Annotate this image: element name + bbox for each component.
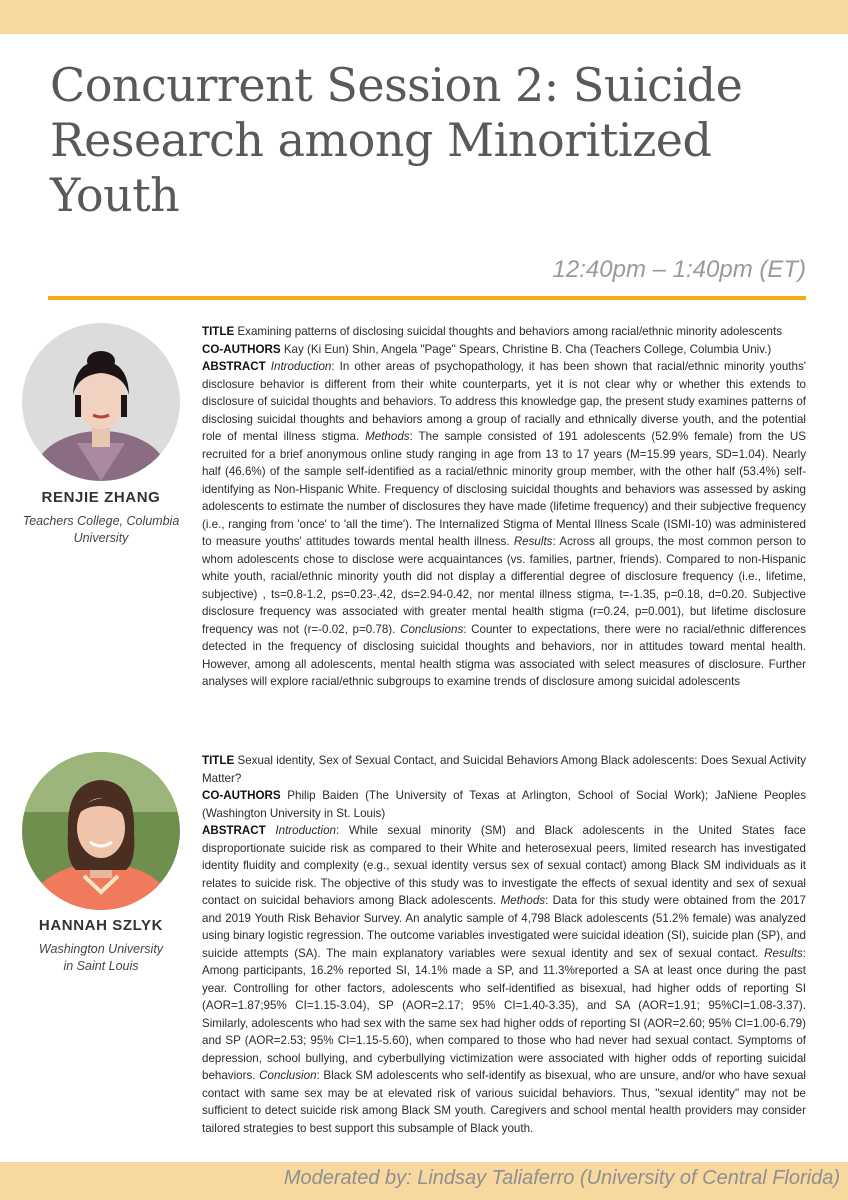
presenter-photo-renjie-zhang [22,323,180,481]
affiliation-line: University [73,531,129,545]
conclusion-label: Conclusion [259,1069,317,1082]
session-title [50,58,810,223]
methods-label: Methods [365,430,410,443]
results-label: Results [764,946,803,960]
presentation-details [202,323,806,691]
presentation-title: Sexual identity, Sex of Sexual Contact, and Suicidal Behaviors Among Black adolescents: Does Sexual Activity Matter? [202,754,806,785]
conclusion-text: : Counter to expectations, there were no racial/ethnic differences detected in the frequency of disclosing suicidal thoughts and behaviors, nor in attitudes toward mental health. However, among all adolescents, mental health stigma was associated with select measures of disclosure. Further analyses will explore racial/ethnic subgroups to examine trends of disclosure among suicidal adolescents [202,622,807,688]
coauthors: Kay (Ki Eun) Shin, Angela "Page" Spears, Christine B. Cha (Teachers College, Columbia Univ.) [283,342,772,356]
session-title-line: Youth [50,168,180,222]
presentation-details [202,752,806,1137]
presentation-title-row [202,752,806,787]
intro-label: Introduction [270,360,332,373]
affiliation-line: Teachers College, Columbia [22,514,180,528]
coauthors-label: CO-AUTHORS [202,789,281,802]
abstract-body [202,822,806,1137]
intro-label: Introduction [275,824,336,837]
intro-text: : In other areas of psychopathology, it has been shown that racial/ethnic minority youths' disclosure behavior is different from their white counterparts, yet it is not clear why or whether this extends to disclosure of suicidal thoughts and behaviors. To address this knowledge gap, the present study examines patterns of disclosing suicidal thoughts and behaviors among a group of racially and ethnically diverse youth, and the potential role of mental illness stigma. [202,360,806,443]
affiliation-line: in Saint Louis [63,959,139,973]
abstract-body [202,358,806,691]
results-label: Results [513,535,553,548]
presenter-affiliation [0,513,202,547]
presenter-affiliation [0,941,202,975]
methods-label: Methods [500,894,546,907]
moderator-credit: Moderated by: Lindsay Taliaferro (University of Central Florida) [283,1167,840,1189]
coauthors-label: CO-AUTHORS [202,342,281,356]
title-label: TITLE [202,754,235,767]
methods-text: : Data for this study were obtained from the 2017 and 2019 Youth Risk Behavior Survey. An analytic sample of 4,798 Black adolescents (51.2% female) was analyzed using binary logistic regression. The outcome variables investigated were suicidal ideation (SI), suicide plan (SP), and suicide attempts (SA). The main explanatory variables were sexual identity and sex of sexual contact. [202,894,806,960]
coauthors-row [202,341,806,359]
affiliation-line: Washington University [38,942,164,956]
accent-divider [48,296,806,300]
conclusion-label: Conclusions [400,622,464,636]
top-band [0,0,848,34]
session-title-line: Research among Minoritized [50,113,712,167]
conclusion-text: : Black SM adolescents who self-identify as bisexual, who are unsure, and/or who have sexual contact with same sex may be at elevated risk of various suicidal behaviors. Thus, "sexual identity" may not be sufficient to detect suicide risk among Black SM youth. Caregivers and school mental health providers may consider tailored strategies to best support this subsample of Black youth. [202,1069,806,1135]
abstract-label: ABSTRACT [202,824,266,837]
title-label: TITLE [202,325,235,338]
abstract-label: ABSTRACT [202,360,266,373]
results-text: : Across all groups, the most common person to whom adolescents chose to disclose were acquaintances (vs. families, partner, friends). Compared to non-Hispanic white youth, racial/ethnic minority youth did not display a differential degree of disclosure frequency (i.e., lifetime, subjective) , ts=0.8-1.2, ps=0.23-.42, ds=2.94-0.42, nor mental illness stigma, t=-1.35, p=0.18, d=0.20. Subjective disclosure frequency was associated with greater mental health stigma (r=0.24, p=0.001), but lifetime disclosure frequency was not (r=-0.02, p=0.78). [202,535,806,636]
presentation-title: Examining patterns of disclosing suicidal thoughts and behaviors among racial/ethnic minority adolescents [237,325,782,338]
presentation-title-row [202,323,806,341]
coauthors: Philip Baiden (The University of Texas at Arlington, School of Social Work); JaNiene Peoples (Washington University in St. Louis) [202,789,806,820]
presenter-name: RENJIE ZHANG [41,489,161,506]
intro-text: : While sexual minority (SM) and Black adolescents in the United States face disproportionate suicide risk as compared to their White and heterosexual peers, limited research has investigated identity fluidity and complexity (e.g., sexual identity versus sex of sexual contact) among Black SM individuals as it relates to suicide risk. The objective of this study was to investigate the effects of sexual identity and sex of sexual contact on suicidal behaviors among Black adolescents. [202,824,806,907]
results-text: : Among participants, 16.2% reported SI, 14.1% made a SP, and 11.3%reported a SA at least once during the past year. Controlling for other factors, adolescents who self-identified as bisexual, had higher odds of reporting SI (AOR=1.87;95% CI=1.15-3.04), SP (AOR=2.17; 95% CI=1.40-3.35), and SA (AOR=1.91; 95%CI=1.08-3.37). Similarly, adolescents who had sex with the same sex had higher odds of reporting SI (AOR=2.60; 95% CI=1.00-6.79) and SP (AOR=2.53; 95% CI=1.15-5.60), when compared to those who had never had sexual contact. Symptoms of depression, school bullying, and cyberbullying victimization were associated with higher odds of reporting suicidal behaviors. [202,946,806,1082]
presenter-photo-hannah-szlyk [22,752,180,910]
coauthors-row [202,787,806,822]
session-time: 12:40pm – 1:40pm (ET) [552,256,806,283]
presenter-name: HANNAH SZLYK [38,917,164,934]
session-title-line: Concurrent Session 2: Suicide [50,58,743,112]
methods-text: : The sample consisted of 191 adolescents (52.9% female) from the US recruited for a brief anonymous online study ranging in age from 13 to 17 years (M=15.99 years, SD=1.04). Nearly half (46.6%) of the sample self-identified as a racial/ethnic minority group member, with the other half (53.4%) self-identifying as Non-Hispanic White. Frequency of disclosing suicidal thoughts and behaviors was assessed by asking adolescents to estimate the number of disclosures they have made (lifetime frequency) and their subjective frequency (i.e., ranging from 'once' to 'all the time'). The Internalized Stigma of Mental Illness Scale (ISMI-10) was administered to measure youths' attitudes towards mental health illness. [202,430,806,548]
